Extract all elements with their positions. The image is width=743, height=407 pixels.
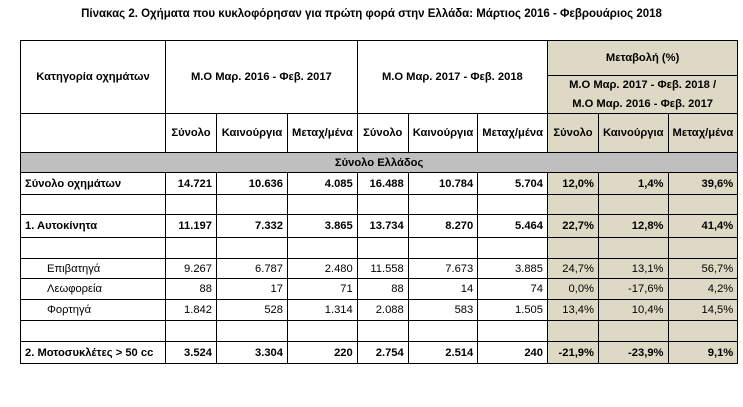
- cell: 12,0%: [547, 173, 598, 195]
- cell: 5.464: [478, 215, 548, 238]
- cell: 12,8%: [598, 215, 668, 238]
- cell: 1.505: [478, 300, 548, 321]
- cell: 39,6%: [668, 173, 738, 195]
- row-label: Επιβατηγά: [21, 259, 166, 279]
- cell: 11.197: [166, 215, 217, 238]
- header-change-line1: Μ.Ο Μαρ. 2017 - Φεβ. 2018 /: [547, 76, 737, 95]
- cell: 88: [357, 279, 408, 300]
- row-label: Λεωφορεία: [21, 279, 166, 300]
- cell: 3.865: [288, 215, 358, 238]
- header-category: Κατηγορία οχημάτων: [21, 41, 166, 114]
- cell: 14: [408, 279, 478, 300]
- header-change-line2: Μ.Ο Μαρ. 2016 - Φεβ. 2017: [547, 95, 737, 114]
- cell: 41,4%: [668, 215, 738, 238]
- header-change: Μεταβολή (%): [547, 41, 737, 76]
- cell: 5.704: [478, 173, 548, 195]
- cell: 220: [288, 342, 358, 364]
- table-row: [21, 279, 738, 300]
- spacer-row: [21, 321, 738, 342]
- cell: 0,0%: [547, 279, 598, 300]
- cell: 2.088: [357, 300, 408, 321]
- cell: 74: [478, 279, 548, 300]
- table-row: [21, 300, 738, 321]
- cell: 7.332: [217, 215, 288, 238]
- cell: 13.734: [357, 215, 408, 238]
- cell: 9,1%: [668, 342, 738, 364]
- cell: 24,7%: [547, 259, 598, 279]
- cell: 11.558: [357, 259, 408, 279]
- header-period-1: Μ.Ο Μαρ. 2016 - Φεβ. 2017: [166, 41, 358, 114]
- row-label: Σύνολο οχημάτων: [21, 173, 166, 195]
- cell: 14,5%: [668, 300, 738, 321]
- cell: 3.885: [478, 259, 548, 279]
- cell: 4,2%: [668, 279, 738, 300]
- cell: 7.673: [408, 259, 478, 279]
- cell: 1.842: [166, 300, 217, 321]
- table-row: [21, 342, 738, 364]
- col-header: Σύνολο: [166, 114, 217, 153]
- cell: 3.524: [166, 342, 217, 364]
- header-blank: [21, 114, 166, 153]
- cell: 13,1%: [598, 259, 668, 279]
- header-period-2: Μ.Ο Μαρ. 2017 - Φεβ. 2018: [357, 41, 547, 114]
- table-row: [21, 173, 738, 195]
- cell: 17: [217, 279, 288, 300]
- cell: -21,9%: [547, 342, 598, 364]
- col-header: Μεταχ/μένα: [478, 114, 548, 153]
- table-row: [21, 259, 738, 279]
- col-header: Μεταχ/μένα: [668, 114, 738, 153]
- cell: 3.304: [217, 342, 288, 364]
- cell: 1.314: [288, 300, 358, 321]
- cell: 9.267: [166, 259, 217, 279]
- cell: 10,4%: [598, 300, 668, 321]
- vehicles-table: [20, 40, 738, 364]
- row-label: 1. Αυτοκίνητα: [21, 215, 166, 238]
- cell: 88: [166, 279, 217, 300]
- cell: 14.721: [166, 173, 217, 195]
- row-label: Φορτηγά: [21, 300, 166, 321]
- cell: 13,4%: [547, 300, 598, 321]
- cell: 4.085: [288, 173, 358, 195]
- col-header: Καινούργια: [217, 114, 288, 153]
- section-header: Σύνολο Ελλάδος: [21, 153, 738, 173]
- col-header: Καινούργια: [598, 114, 668, 153]
- page-title: Πίνακας 2. Οχήματα που κυκλοφόρησαν για πρώτη φορά στην Ελλάδα: Μάρτιος 2016 - Φεβρουάριος 2018: [81, 8, 662, 20]
- cell: 528: [217, 300, 288, 321]
- col-header: Σύνολο: [547, 114, 598, 153]
- spacer-row: [21, 195, 738, 215]
- col-header: Καινούργια: [408, 114, 478, 153]
- cell: 10.784: [408, 173, 478, 195]
- table-row: [21, 215, 738, 238]
- cell: 10.636: [217, 173, 288, 195]
- col-header: Σύνολο: [357, 114, 408, 153]
- cell: 240: [478, 342, 548, 364]
- spacer-row: [21, 238, 738, 259]
- cell: 6.787: [217, 259, 288, 279]
- cell: 583: [408, 300, 478, 321]
- cell: -23,9%: [598, 342, 668, 364]
- row-label: 2. Μοτοσυκλέτες > 50 cc: [21, 342, 166, 364]
- cell: 2.480: [288, 259, 358, 279]
- cell: 2.754: [357, 342, 408, 364]
- cell: 1,4%: [598, 173, 668, 195]
- cell: 56,7%: [668, 259, 738, 279]
- cell: 2.514: [408, 342, 478, 364]
- cell: 71: [288, 279, 358, 300]
- cell: 8.270: [408, 215, 478, 238]
- col-header: Μεταχ/μένα: [288, 114, 358, 153]
- cell: 22,7%: [547, 215, 598, 238]
- cell: -17,6%: [598, 279, 668, 300]
- cell: 16.488: [357, 173, 408, 195]
- column-header-row: [21, 114, 738, 153]
